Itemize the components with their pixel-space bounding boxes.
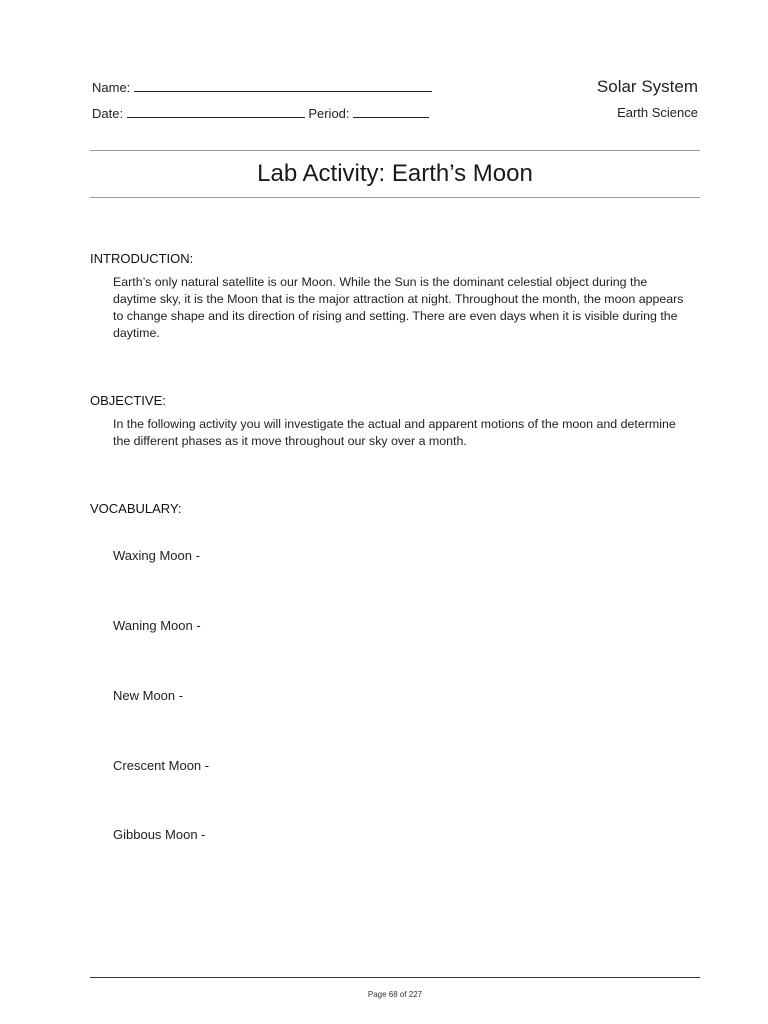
page-title: Lab Activity: Earth’s Moon (257, 160, 533, 187)
page-number: Page 68 of 227 (367, 990, 423, 999)
name-line (92, 79, 432, 96)
name-field[interactable] (134, 79, 432, 92)
vocab-term-waning-moon: Waning Moon - (113, 618, 201, 633)
vocab-term-crescent-moon: Crescent Moon - (113, 758, 210, 773)
period-field[interactable] (353, 105, 429, 118)
title-top-rule (90, 150, 700, 151)
vocab-term-waxing-moon: Waxing Moon - (113, 548, 200, 563)
objective-heading: OBJECTIVE: (90, 393, 166, 408)
vocab-term-gibbous-moon: Gibbous Moon - (113, 827, 206, 842)
date-period-line (92, 105, 429, 122)
date-label: Date: (92, 106, 124, 121)
title-bottom-rule (90, 197, 700, 198)
introduction-heading: INTRODUCTION: (90, 251, 194, 266)
course-name: Earth Science (617, 105, 698, 120)
vocabulary-heading: VOCABULARY: (90, 501, 182, 516)
vocab-term-new-moon: New Moon - (113, 688, 184, 703)
date-field[interactable] (127, 105, 305, 118)
name-label: Name: (92, 80, 131, 95)
introduction-text: Earth’s only natural satellite is our Moon. While the Sun is the dominant celestial object during the daytime sky, it is the Moon that is the major attraction at night. Throughout the month, the moon appears to change shape and its direction of rising and setting. There are even days when it is visible during the daytime. (113, 275, 684, 340)
unit-title: Solar System (596, 77, 698, 96)
footer-rule (90, 977, 700, 978)
objective-text: In the following activity you will investigate the actual and apparent motions of the moon and determine the different phases as it move throughout our sky over a month. (113, 417, 676, 448)
period-label: Period: (308, 106, 350, 121)
